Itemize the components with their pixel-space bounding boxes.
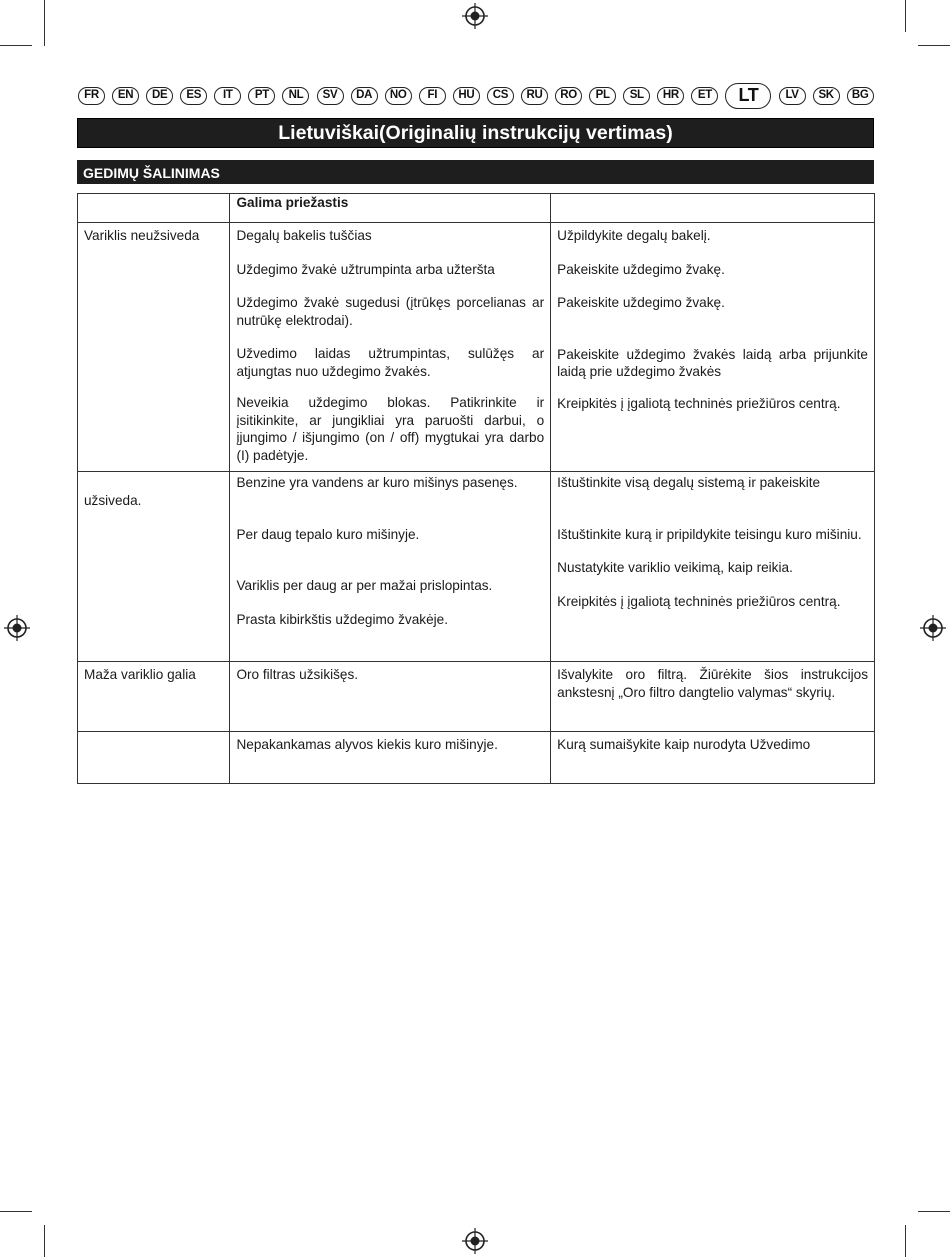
language-tab-nl[interactable]: NL — [282, 87, 309, 105]
solution-cell — [551, 223, 875, 472]
solution-item: Kurą sumaišykite kaip nurodyta Užvedimo — [557, 737, 811, 752]
page-title: Lietuviškai(Originalių instrukcijų vertimas) — [77, 118, 874, 148]
table-row — [78, 732, 875, 784]
cause-item: Variklis per daug ar per mažai prislopintas. — [236, 578, 493, 593]
table-row — [78, 662, 875, 732]
language-tab-ru[interactable]: RU — [521, 87, 548, 105]
solution-item: Ištuštinkite kurą ir pripildykite teisingu kuro mišiniu. — [557, 526, 862, 542]
cause-item: Uždegimo žvakė sugedusi (įtrūkęs porcelianas ar nutrūkę elektrodai). — [236, 295, 545, 328]
table-row — [78, 223, 875, 472]
cause-cell — [230, 223, 551, 472]
registration-mark-icon — [920, 615, 946, 641]
language-tab-hu[interactable]: HU — [453, 87, 480, 105]
language-tab-ro[interactable]: RO — [555, 87, 582, 105]
cause-cell — [230, 732, 551, 784]
problem-cell: užsiveda. — [78, 472, 230, 662]
language-tab-bg[interactable]: BG — [847, 87, 874, 105]
language-tab-es[interactable]: ES — [180, 87, 207, 105]
cause-item: Benzine yra vandens ar kuro mišinys pasenęs. — [236, 475, 518, 490]
language-tab-pl[interactable]: PL — [589, 87, 616, 105]
cause-cell — [230, 662, 551, 732]
header-cell-problem — [78, 194, 230, 223]
problem-cell: Variklis neužsiveda — [78, 223, 230, 472]
solution-item: Pakeiskite uždegimo žvakės laidą arba prijunkite laidą prie uždegimo žvakės — [557, 346, 868, 379]
language-tab-fr[interactable]: FR — [78, 87, 105, 105]
language-tab-de[interactable]: DE — [146, 87, 173, 105]
language-tab-lv[interactable]: LV — [779, 87, 806, 105]
registration-mark-icon — [462, 3, 488, 29]
crop-mark — [0, 1211, 32, 1212]
solution-cell — [551, 472, 875, 662]
crop-mark — [44, 1225, 45, 1257]
cause-item: Nepakankamas alyvos kiekis kuro mišinyje. — [236, 737, 498, 752]
crop-mark — [905, 1225, 906, 1257]
header-cell-cause: Galima priežastis — [230, 194, 551, 223]
solution-item: Kreipkitės į įgaliotą techninės priežiūros centrą. — [557, 593, 841, 609]
registration-mark-icon — [4, 615, 30, 641]
cause-cell — [230, 472, 551, 662]
solution-item: Pakeiskite uždegimo žvakę. — [557, 261, 725, 277]
language-tab-sk[interactable]: SK — [813, 87, 840, 105]
crop-mark — [918, 45, 950, 46]
language-tab-sv[interactable]: SV — [317, 87, 344, 105]
solution-cell — [551, 732, 875, 784]
solution-item: Pakeiskite uždegimo žvakę. — [557, 295, 725, 310]
language-tab-no[interactable]: NO — [385, 87, 412, 105]
crop-mark — [44, 0, 45, 46]
crop-mark — [918, 1211, 950, 1212]
troubleshooting-table — [77, 193, 875, 784]
cause-item: Užvedimo laidas užtrumpintas, sulūžęs ar atjungtas nuo uždegimo žvakės. — [236, 346, 545, 379]
table-header-row — [78, 194, 875, 223]
language-bar — [78, 84, 874, 108]
solution-item: Kreipkitės į įgaliotą techninės priežiūros centrą. — [557, 395, 841, 411]
solution-item: Ištuštinkite visą degalų sistemą ir pakeiskite — [557, 475, 821, 490]
language-tab-hr[interactable]: HR — [657, 87, 684, 105]
problem-cell — [78, 732, 230, 784]
cause-item: Neveikia uždegimo blokas. Patikrinkite ir įsitikinkite, ar jungikliai yra paruošti darbui, o įjungimo / išjungimo (on / off) mygtukai yra darbo (I) padėtyje. — [236, 395, 545, 463]
solution-item: Nustatykite variklio veikimą, kaip reikia. — [557, 560, 793, 575]
language-tab-pt[interactable]: PT — [248, 87, 275, 105]
table-row — [78, 472, 875, 662]
cause-item: Prasta kibirkštis uždegimo žvakėje. — [236, 611, 448, 627]
solution-item: Užpildykite degalų bakelį. — [557, 228, 711, 243]
section-title: GEDIMŲ ŠALINIMAS — [77, 160, 874, 184]
language-tab-cs[interactable]: CS — [487, 87, 514, 105]
cause-item: Uždegimo žvakė užtrumpinta arba užteršta — [236, 261, 495, 277]
language-tab-fi[interactable]: FI — [419, 87, 446, 105]
cause-item: Per daug tepalo kuro mišinyje. — [236, 526, 420, 542]
registration-mark-icon — [462, 1228, 488, 1254]
language-tab-da[interactable]: DA — [351, 87, 378, 105]
language-tab-et[interactable]: ET — [691, 87, 718, 105]
header-cell-solution — [551, 194, 875, 223]
cause-item: Degalų bakelis tuščias — [236, 228, 372, 243]
crop-mark — [905, 0, 906, 32]
crop-mark — [0, 45, 32, 46]
language-tab-it[interactable]: IT — [214, 87, 241, 105]
cause-item: Oro filtras užsikišęs. — [236, 667, 359, 682]
language-tab-lt[interactable]: LT — [725, 83, 771, 109]
language-tab-sl[interactable]: SL — [623, 87, 650, 105]
problem-cell: Maža variklio galia — [78, 662, 230, 732]
language-tab-en[interactable]: EN — [112, 87, 139, 105]
solution-cell — [551, 662, 875, 732]
solution-item: Išvalykite oro filtrą. Žiūrėkite šios instrukcijos ankstesnį „Oro filtro dangtelio valymas“ skyrių. — [557, 667, 868, 700]
